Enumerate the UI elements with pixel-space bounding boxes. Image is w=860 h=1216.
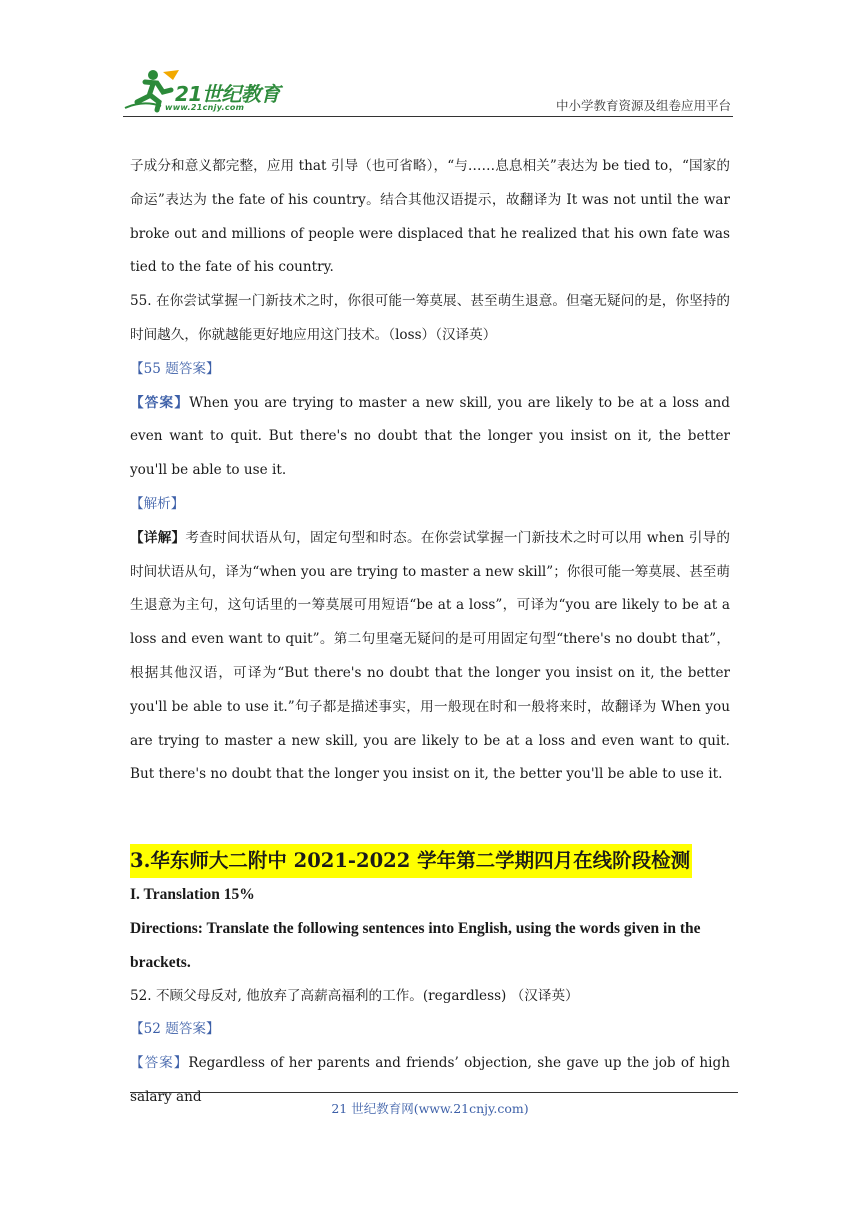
document-body	[130, 150, 730, 1115]
q55-answer-text: When you are trying to master a new skill, you are likely to be at a loss and even want to quit. But there's no doubt that the longer you insist on it, the better you'll be able to use it.	[130, 394, 731, 479]
logo-text: 21世纪教育	[175, 82, 280, 106]
section-title: 3.华东师大二附中 2021-2022 学年第二学期四月在线阶段检测	[130, 844, 692, 878]
q52-answer-label: 【答案】	[130, 1055, 189, 1072]
logo	[123, 66, 293, 114]
page-footer: 21 世纪教育网(www.21cnjy.com)	[331, 1101, 529, 1116]
directions: Directions: Translate the following sentences into English, using the words given in the brackets.	[130, 919, 701, 971]
q55-detail-text: 考查时间状语从句，固定句型和时态。在你尝试掌握一门新技术之时可以用 when 引导的时间状语从句，译为“when you are trying to master a new skill”；你很可能一筹莫展、甚至萌生退意为主句，这句话里的一筹莫展可用短语“be at a loss”，可译为“you are likely to be at a loss and even want to quit”。第二句里毫无疑问的是可用固定句型“there's no doubt that”，根据其他汉语，可译为“But there's no doubt that the longer you insist on it, the better you'll be able to use it.”句子都是描述事实，用一般现在时和一般将来时，故翻译为 When you are trying to master a new skill, you are likely to be at a loss and even want to quit. But there's no doubt that the longer you insist on it, the better you'll be able to use it.	[130, 529, 730, 783]
paragraph-intro: 子成分和意义都完整，应用 that 引导（也可省略），“与……息息相关”表达为 be tied to，“国家的命运”表达为 the fate of his country。结合其他汉语提示，故翻译为 It was not until the war broke out and millions of people were displaced that he realized that his own fate was tied to the fate of his country.	[130, 158, 730, 276]
question-55: 55. 在你尝试掌握一门新技术之时，你很可能一筹莫展、甚至萌生退意。但毫无疑问的是，你坚持的时间越久，你就越能更好地应用这门技术。（loss）（汉译英）	[130, 293, 730, 343]
analysis-label: 【解析】	[130, 495, 185, 512]
q55-answer	[130, 387, 730, 488]
logo-url: www.21cnjy.com	[165, 103, 245, 112]
platform-name: 中小学教育资源及组卷应用平台	[555, 98, 731, 113]
footer-divider	[130, 1092, 738, 1093]
q55-detail	[130, 522, 730, 792]
translation-heading: I. Translation 15%	[130, 886, 255, 904]
q52-answer-text: Regardless of her parents and friends’ objection, she gave up the job of high salary and	[130, 1055, 730, 1105]
q52-answer-tag: 【52 题答案】	[130, 1021, 220, 1038]
answer-label: 【答案】	[130, 394, 190, 411]
q55-answer-tag: 【55 题答案】	[130, 360, 220, 377]
question-52: 52. 不顾父母反对, 他放弃了高薪高福利的工作。(regardless) （汉译英）	[130, 987, 579, 1004]
detail-label: 【详解】	[130, 529, 186, 546]
page-header	[123, 62, 733, 117]
